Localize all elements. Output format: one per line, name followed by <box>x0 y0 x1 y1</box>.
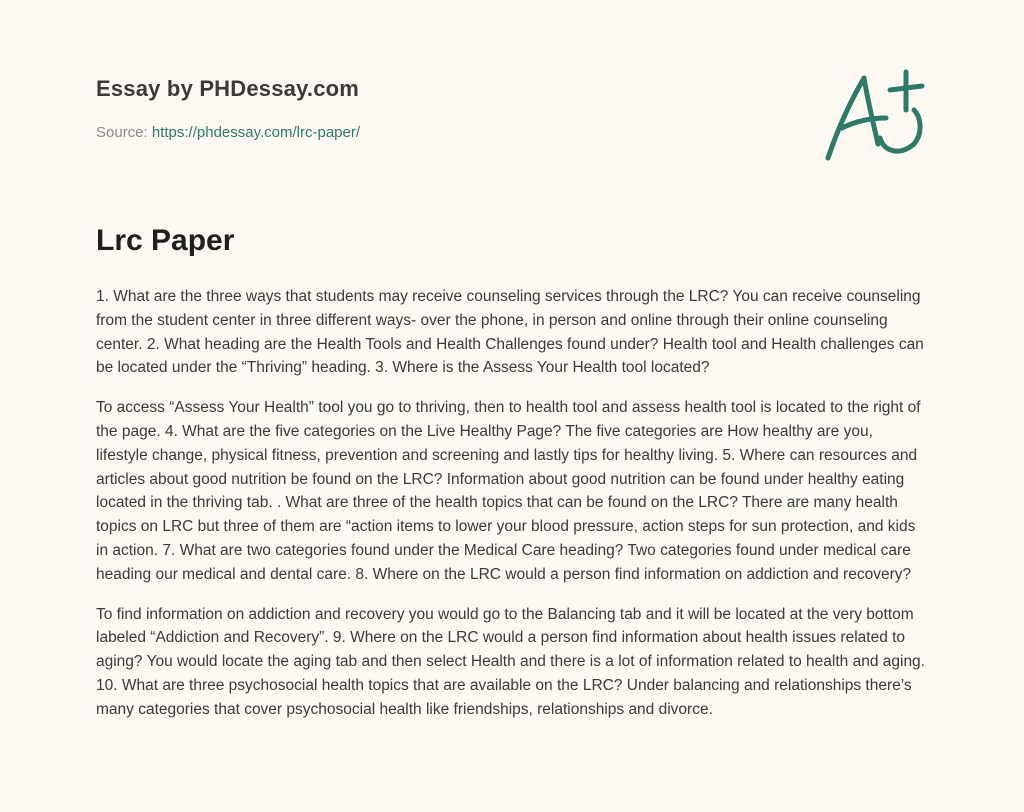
essay-title: Lrc Paper <box>96 224 235 257</box>
essay-paragraph: To find information on addiction and recovery you would go to the Balancing tab and it will be located at the very bottom labeled “Addiction and Recovery”. 9. Where on the LRC would a person find information about health issues related to aging? You would locate the aging tab and then select Health and there is a lot of information related to health and aging. 10. What are three psychosocial health topics that are available on the LRC? Under balancing and relationships there’s many categories that cover psychosocial health like friendships, relationships and divorce. <box>96 605 925 718</box>
site-brand: Essay by PHDessay.com <box>96 76 360 101</box>
essay-body <box>96 285 928 738</box>
a-plus-grade-logo-icon <box>820 66 930 166</box>
source-label: Source: <box>96 124 148 141</box>
essay-paragraph: 1. What are the three ways that students may receive counseling services through the LRC? You can receive counseling from the student center in three different ways- over the phone, in person and online through their online counseling center. 2. What heading are the Health Tools and Health Challenges found under? Health tool and Health challenges can be located under the “Thriving” heading. 3. Where is the Assess Your Health tool located? <box>96 288 924 377</box>
essay-paragraph: To access “Assess Your Health” tool you go to thriving, then to health tool and assess health tool is located to the right of the page. 4. What are the five categories on the Live Healthy Page? The five categories are How healthy are you, lifestyle change, physical fitness, prevention and screening and lastly tips for healthy living. 5. Where can resources and articles about good nutrition be found on the LRC? Information about good nutrition can be found under healthy eating located in the thriving tab. . What are three of the health topics that can be found on the LRC? There are many health topics on LRC but three of them are “action items to lower your blood pressure, action steps for sun protection, and kids in action. 7. What are two categories found under the Medical Care heading? Two categories found under medical care heading our medical and dental care. 8. Where on the LRC would a person find information on addiction and recovery? <box>96 399 921 583</box>
source-link[interactable]: https://phdessay.com/lrc-paper/ <box>151 124 361 141</box>
source-line <box>96 124 360 141</box>
